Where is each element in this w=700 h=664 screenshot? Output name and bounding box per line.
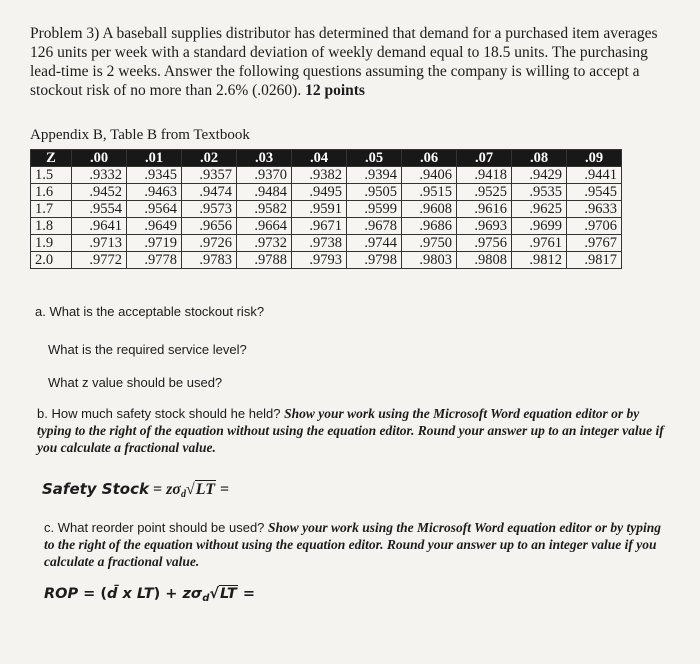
probability-cell: .9641 (72, 218, 127, 235)
appendix-title: Appendix B, Table B from Textbook (30, 127, 250, 143)
z-value-cell: 1.9 (31, 235, 72, 252)
question-a-z-value: What z value should be used? (48, 375, 223, 390)
probability-cell: .9452 (72, 184, 127, 201)
z-value-cell: 2.0 (31, 252, 72, 269)
question-b (37, 405, 667, 456)
probability-cell: .9616 (457, 201, 512, 218)
z-value-cell: 1.8 (31, 218, 72, 235)
rop-equation[interactable]: ROP = (d̄ x $LT) + z\sigma_d√LT$ = (44, 586, 255, 604)
probability-cell: .9713 (72, 235, 127, 252)
probability-cell: .9535 (512, 184, 567, 201)
probability-cell: .9633 (567, 201, 622, 218)
probability-cell: .9608 (402, 201, 457, 218)
z-table-header: .04 (292, 150, 347, 167)
question-a-stockout-risk: a. What is the acceptable stockout risk? (35, 304, 265, 319)
probability-cell: .9772 (72, 252, 127, 269)
probability-cell: .9706 (567, 218, 622, 235)
probability-cell: .9515 (402, 184, 457, 201)
probability-cell: .9495 (292, 184, 347, 201)
probability-cell: .9732 (237, 235, 292, 252)
z-table-header: .02 (182, 150, 237, 167)
probability-cell: .9783 (182, 252, 237, 269)
z-table-row (31, 167, 622, 184)
problem-text: Problem 3) A baseball supplies distributor has determined that demand for a purchased item averages 126 units per week with a standard deviation of weekly demand equal to 18.5 units. The purchasing lead-time is 2 weeks. Answer the following questions assuming the company is willing to accept a stockout risk of no more than 2.6% (.0260). (30, 25, 658, 99)
probability-cell: .9761 (512, 235, 567, 252)
question-b-instructions: Show your work using the Microsoft Word equation editor or by typing to the right of the equation without using the equation editor. Round your answer up to an integer value if you calculate a fractional value. (37, 406, 664, 455)
z-value-cell: 1.5 (31, 167, 72, 184)
probability-cell: .9582 (237, 201, 292, 218)
safety-stock-equation[interactable]: Safety Stock = $z\sigma_d√LT$ = (42, 480, 230, 500)
probability-cell: .9382 (292, 167, 347, 184)
probability-cell: .9429 (512, 167, 567, 184)
z-table-header-row (31, 150, 622, 167)
z-table-row (31, 235, 622, 252)
probability-cell: .9525 (457, 184, 512, 201)
probability-cell: .9750 (402, 235, 457, 252)
probability-cell: .9778 (127, 252, 182, 269)
probability-cell: .9812 (512, 252, 567, 269)
z-table-row (31, 201, 622, 218)
probability-cell: .9756 (457, 235, 512, 252)
probability-cell: .9564 (127, 201, 182, 218)
question-c (44, 519, 664, 570)
z-table-header: .07 (457, 150, 512, 167)
probability-cell: .9664 (237, 218, 292, 235)
probability-cell: .9649 (127, 218, 182, 235)
probability-cell: .9699 (512, 218, 567, 235)
z-table-row (31, 184, 622, 201)
probability-cell: .9370 (237, 167, 292, 184)
probability-cell: .9808 (457, 252, 512, 269)
z-table-header: .03 (237, 150, 292, 167)
question-c-prefix: c. What reorder point should be used? (44, 520, 269, 535)
question-c-instructions: Show your work using the Microsoft Word equation editor or by typing to the right of the equation without using the equation editor. Round your answer up to an integer value if you calculate a fractional value. (44, 520, 661, 569)
probability-cell: .9767 (567, 235, 622, 252)
probability-cell: .9671 (292, 218, 347, 235)
z-table-row (31, 218, 622, 235)
question-a-service-level: What is the required service level? (48, 342, 247, 357)
probability-cell: .9463 (127, 184, 182, 201)
safety-stock-label: Safety Stock (42, 480, 149, 498)
z-value-cell: 1.6 (31, 184, 72, 201)
probability-cell: .9591 (292, 201, 347, 218)
probability-cell: .9545 (567, 184, 622, 201)
probability-cell: .9719 (127, 235, 182, 252)
probability-cell: .9726 (182, 235, 237, 252)
z-table-row (31, 252, 622, 269)
probability-cell: .9394 (347, 167, 402, 184)
z-table-header: .09 (567, 150, 622, 167)
z-table-header: .01 (127, 150, 182, 167)
problem-points: 12 points (305, 82, 365, 99)
z-table-header: Z (31, 150, 72, 167)
z-table (30, 149, 622, 269)
probability-cell: .9505 (347, 184, 402, 201)
probability-cell: .9484 (237, 184, 292, 201)
probability-cell: .9474 (182, 184, 237, 201)
z-value-cell: 1.7 (31, 201, 72, 218)
probability-cell: .9332 (72, 167, 127, 184)
z-table-header: .00 (72, 150, 127, 167)
probability-cell: .9573 (182, 201, 237, 218)
probability-cell: .9406 (402, 167, 457, 184)
probability-cell: .9554 (72, 201, 127, 218)
probability-cell: .9599 (347, 201, 402, 218)
probability-cell: .9656 (182, 218, 237, 235)
question-b-prefix: b. How much safety stock should he held? (37, 406, 285, 421)
z-table-header: .08 (512, 150, 567, 167)
probability-cell: .9744 (347, 235, 402, 252)
probability-cell: .9418 (457, 167, 512, 184)
z-table-header: .06 (402, 150, 457, 167)
probability-cell: .9625 (512, 201, 567, 218)
problem-statement (30, 24, 670, 100)
rop-label: ROP (44, 586, 79, 602)
probability-cell: .9678 (347, 218, 402, 235)
probability-cell: .9788 (237, 252, 292, 269)
z-table-header: .05 (347, 150, 402, 167)
probability-cell: .9357 (182, 167, 237, 184)
probability-cell: .9345 (127, 167, 182, 184)
probability-cell: .9798 (347, 252, 402, 269)
probability-cell: .9793 (292, 252, 347, 269)
probability-cell: .9693 (457, 218, 512, 235)
probability-cell: .9817 (567, 252, 622, 269)
probability-cell: .9803 (402, 252, 457, 269)
probability-cell: .9738 (292, 235, 347, 252)
probability-cell: .9686 (402, 218, 457, 235)
probability-cell: .9441 (567, 167, 622, 184)
